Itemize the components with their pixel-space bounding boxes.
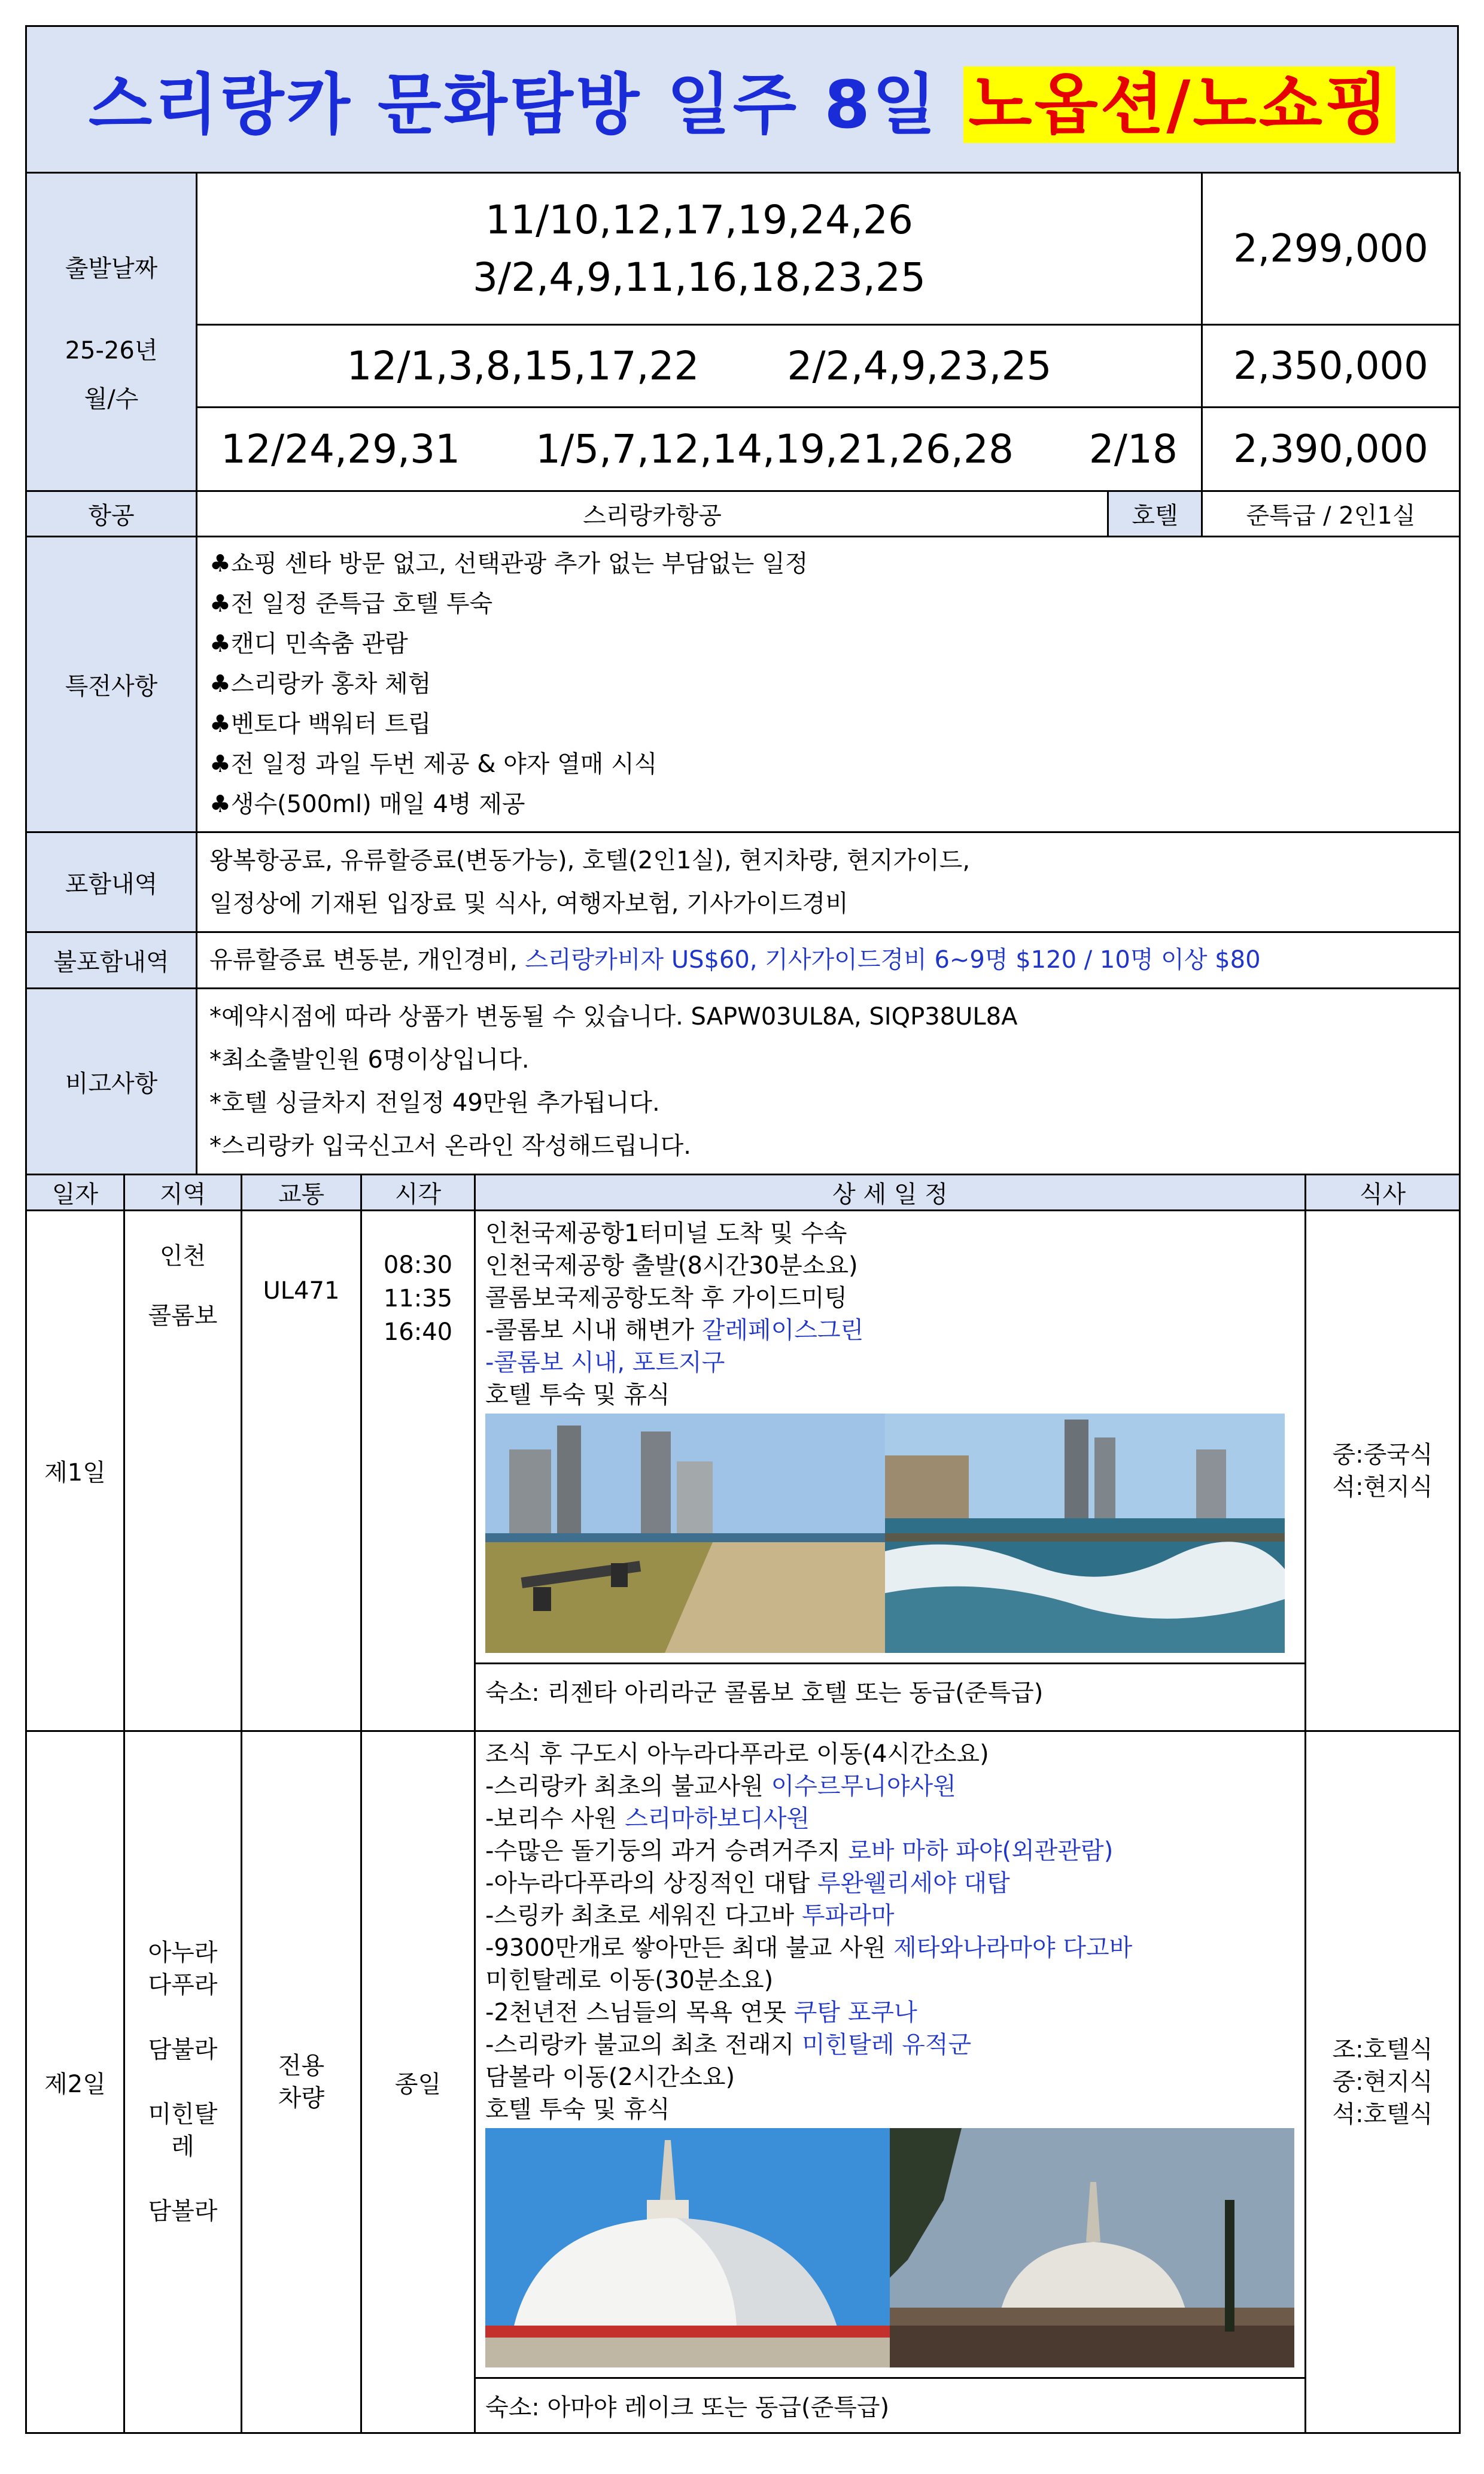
special-item: ♣쇼핑 센타 방문 없고, 선택관광 추가 없는 부담없는 일정: [209, 550, 808, 578]
departure-dates-row2: 12/1,3,8,15,17,22 2/2,4,9,23,25: [197, 325, 1202, 408]
hotel-value: 준특급 / 2인1실: [1202, 491, 1460, 537]
day1-region: 인천 콜롬보: [124, 1211, 242, 1731]
price-row3: 2,390,000: [1202, 408, 1460, 491]
hotel-label: 호텔: [1108, 491, 1202, 537]
day1-photos: [476, 1411, 1304, 1662]
remarks-label: 비고사항: [26, 989, 197, 1175]
header-region: 지역: [124, 1175, 242, 1211]
stupa-photo-1: [485, 2128, 890, 2367]
header-time: 시각: [361, 1175, 475, 1211]
departure-weekdays: 월/수: [84, 385, 139, 413]
special-item: ♣스리랑카 홍차 체험: [209, 670, 431, 698]
title-main: 스리랑카 문화탐방 일주 8일: [88, 66, 939, 143]
remarks-list: [197, 989, 1460, 1175]
remark-item: *최소출발인원 6명이상입니다.: [209, 1046, 530, 1074]
day2-meals: 조:호텔식 중:현지식 석:호텔식: [1306, 1731, 1460, 2433]
special-label: 특전사항: [26, 537, 197, 832]
day2-line: -수많은 돌기둥의 과거 승려거주지 로바 마하 파야(외관관람): [485, 1837, 1114, 1865]
title-highlight: 노옵션/노쇼핑: [963, 66, 1395, 143]
colombo-photo-1: [485, 1414, 885, 1653]
remark-item: *스리랑카 입국신고서 온라인 작성해드립니다.: [209, 1132, 692, 1160]
header-transport: 교통: [242, 1175, 361, 1211]
day2-line: 조식 후 구도시 아누라다푸라로 이동(4시간소요): [485, 1740, 989, 1768]
header-day: 일자: [26, 1175, 124, 1211]
included-label: 포함내역: [26, 832, 197, 932]
info-table: [25, 172, 1461, 1175]
day2-line: 미힌탈레로 이동(30분소요): [485, 1967, 774, 1994]
stupa-photo-2: [890, 2128, 1294, 2367]
day2-line: -아누라다푸라의 상징적인 대탑 루완웰리세야 대탑: [485, 1870, 1010, 1897]
day2-line: 호텔 투숙 및 휴식: [485, 2096, 670, 2123]
airline-label: 항공: [26, 491, 197, 537]
price-row1: 2,299,000: [1202, 173, 1460, 325]
header-detail: 상 세 일 정: [475, 1175, 1306, 1211]
day2-lodging: 숙소: 아마야 레이크 또는 동급(준특급): [476, 2377, 1304, 2432]
day1-times: 08:30 11:35 16:40: [361, 1211, 475, 1731]
day2-line: 담볼라 이동(2시간소요): [485, 2063, 735, 2091]
special-item: ♣생수(500ml) 매일 4병 제공: [209, 791, 525, 818]
included-text: 왕복항공료, 유류할증료(변동가능), 호텔(2인1실), 현지차량, 현지가이드, 일정상에 기재된 입장료 및 식사, 여행자보험, 기사가이드경비: [197, 832, 1460, 932]
departure-years: 25-26년: [65, 337, 158, 364]
colombo-photo-2: [885, 1414, 1285, 1653]
departure-dates-row3: 12/24,29,31 1/5,7,12,14,19,21,26,28 2/18: [197, 408, 1202, 491]
special-item: ♣캔디 민속춤 관람: [209, 630, 408, 658]
day2-region: 아누라 다푸라 담불라 미힌탈 레 담볼라: [124, 1731, 242, 2433]
day2-transport: 전용 차량: [242, 1731, 361, 2433]
remark-item: *호텔 싱글차지 전일정 49만원 추가됩니다.: [209, 1089, 660, 1117]
special-item: ♣벤토다 백워터 트립: [209, 710, 431, 738]
day2-time: 종일: [361, 1731, 475, 2433]
special-item: ♣전 일정 준특급 호텔 투숙: [209, 590, 493, 618]
day1-transport: UL471: [242, 1211, 361, 1731]
day2-line: -스리랑카 불교의 최초 전래지 미힌탈레 유적군: [485, 2031, 972, 2059]
day1-label: 제1일: [26, 1211, 124, 1731]
special-list: [197, 537, 1460, 832]
day1-lodging: 숙소: 리젠타 아리라군 콜롬보 호텔 또는 동급(준특급): [476, 1662, 1304, 1718]
day2-label: 제2일: [26, 1731, 124, 2433]
day1-itinerary: 인천국제공항1터미널 도착 및 수속 인천국제공항 출발(8시간30분소요) 콜롬보국제공항도착 후 가이드미팅 -콜롬보 시내 해변가 갈레페이스그린 -콜롬보 시내, 포트지구 호텔 투숙 및 휴식 숙소: 리젠타 아리라군 콜롬보 호텔 또는 동급(준특급): [475, 1211, 1306, 1731]
day2-itinerary: [475, 1731, 1306, 2433]
day2-line: -스링카 최초로 세워진 다고바 투파라마: [485, 1902, 895, 1929]
title-banner: [25, 25, 1459, 174]
page-title: [89, 52, 1395, 147]
price-row2: 2,350,000: [1202, 325, 1460, 408]
header-meal: 식사: [1306, 1175, 1460, 1211]
schedule-table: [25, 1174, 1461, 2434]
day2-line: -2천년전 스님들의 목욕 연못 쿠탐 포쿠나: [485, 1999, 917, 2026]
day2-line: -보리수 사원 스리마하보디사원: [485, 1805, 810, 1832]
airline-value: 스리랑카항공: [197, 491, 1108, 537]
day2-photos: [476, 2126, 1304, 2377]
departure-label-cell: [26, 173, 197, 491]
day1-meals: 중:중국식 석:현지식: [1306, 1211, 1460, 1731]
excluded-text: 유류할증료 변동분, 개인경비, 스리랑카비자 US$60, 기사가이드경비 6~9명 $120 / 10명 이상 $80: [197, 932, 1460, 989]
departure-dates-row1: 11/10,12,17,19,24,26 3/2,4,9,11,16,18,23,25: [197, 173, 1202, 325]
departure-label: 출발날짜: [65, 255, 158, 282]
day2-line: -9300만개로 쌓아만든 최대 불교 사원 제타와나라마야 다고바: [485, 1934, 1133, 1962]
excluded-label: 불포함내역: [26, 932, 197, 989]
special-item: ♣전 일정 과일 두번 제공 & 야자 열매 시식: [209, 750, 658, 778]
day2-line: -스리랑카 최초의 불교사원 이수르무니야사원: [485, 1773, 956, 1800]
remark-item: *예약시점에 따라 상품가 변동될 수 있습니다. SAPW03UL8A, SIQP38UL8A: [209, 1003, 1018, 1031]
